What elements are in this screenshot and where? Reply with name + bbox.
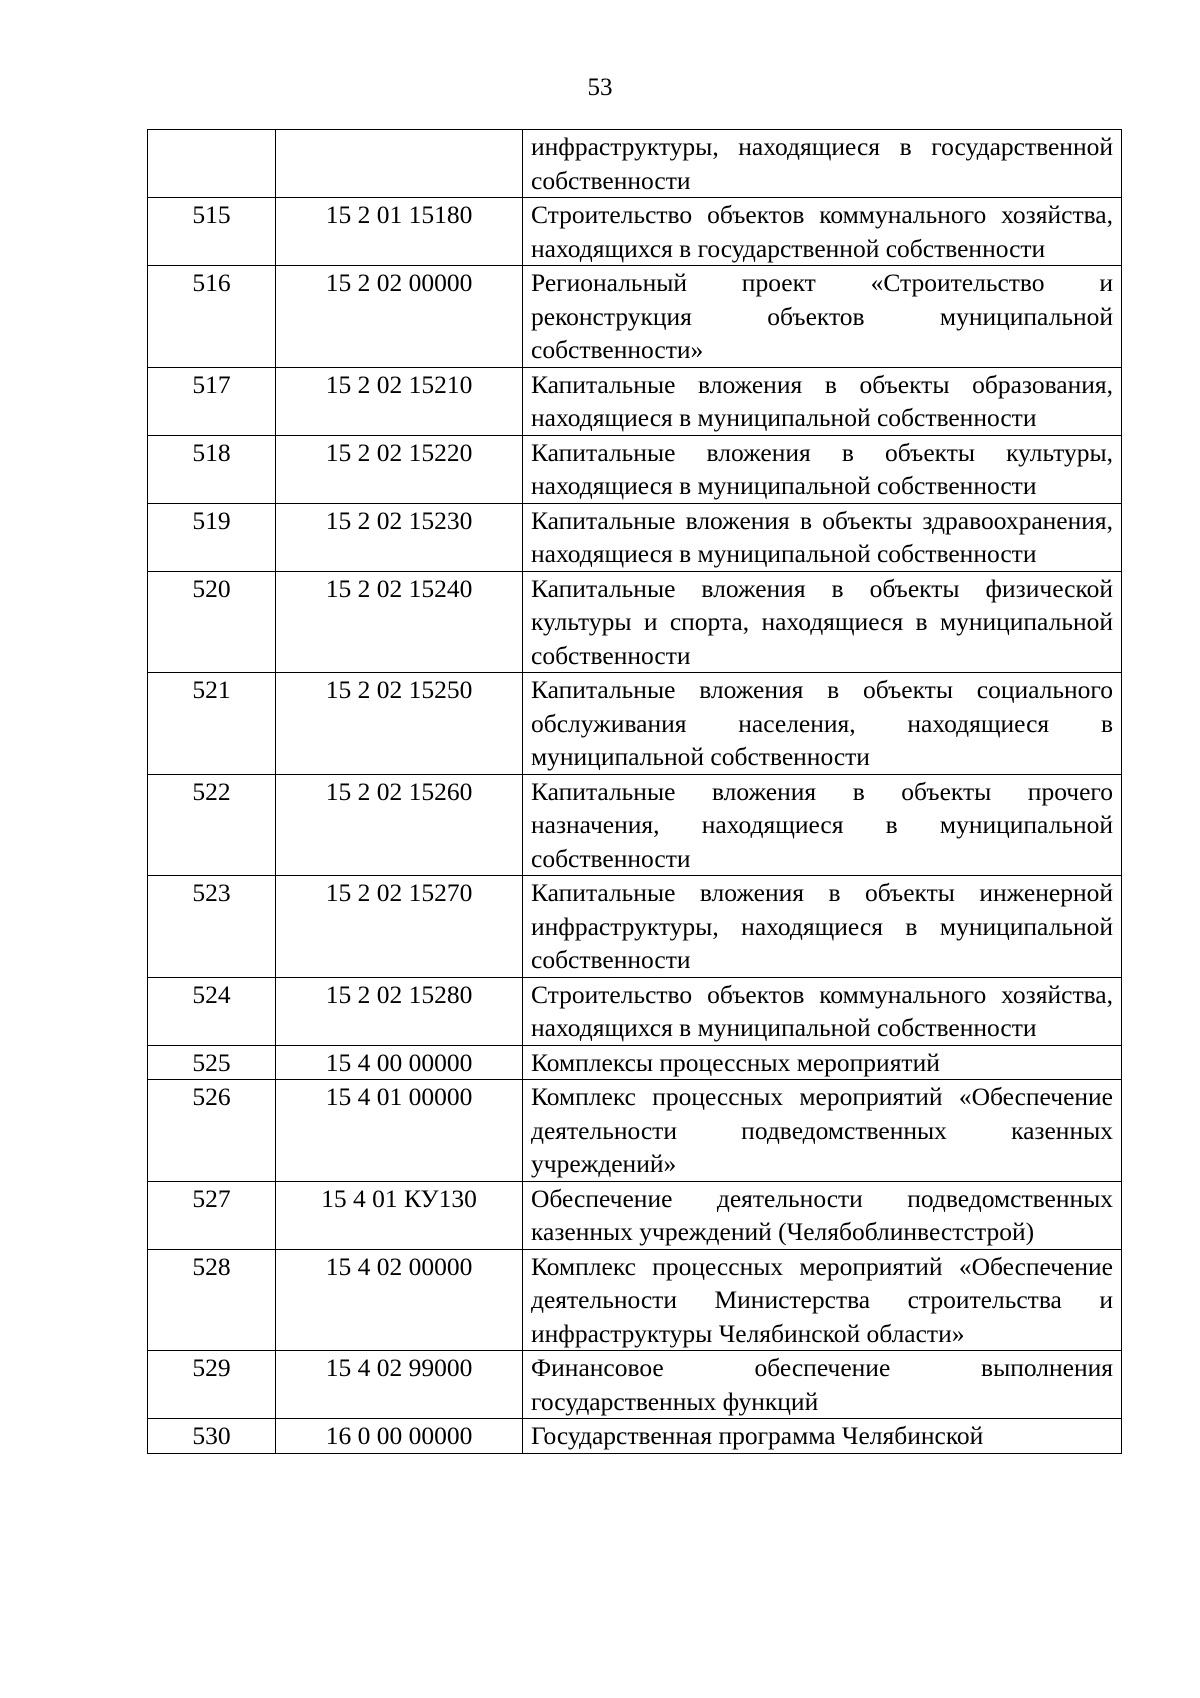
row-code-cell: 15 2 02 15240 bbox=[276, 571, 523, 673]
row-number-cell: 516 bbox=[148, 266, 276, 368]
row-name-cell: Финансовое обеспечение выполнения государственных функций bbox=[523, 1351, 1122, 1419]
row-code-cell bbox=[276, 130, 523, 198]
row-name-cell: Капитальные вложения в объекты социального обслуживания населения, находящиеся в муниципальной собственности bbox=[523, 673, 1122, 775]
table-row bbox=[148, 571, 1122, 673]
row-name-cell: Обеспечение деятельности подведомственных казенных учреждений (Челябоблинвестстрой) bbox=[523, 1181, 1122, 1249]
row-number-cell: 528 bbox=[148, 1249, 276, 1351]
table-row bbox=[148, 1045, 1122, 1080]
table-row bbox=[148, 1080, 1122, 1182]
row-code-cell: 15 2 02 15250 bbox=[276, 673, 523, 775]
row-number-cell: 517 bbox=[148, 367, 276, 435]
row-code-cell: 15 2 02 15210 bbox=[276, 367, 523, 435]
row-code-cell: 15 2 01 15180 bbox=[276, 198, 523, 266]
table-row bbox=[148, 503, 1122, 571]
row-number-cell: 521 bbox=[148, 673, 276, 775]
row-code-cell: 15 2 02 15260 bbox=[276, 774, 523, 876]
table-row bbox=[148, 1419, 1122, 1454]
row-code-cell: 15 2 02 15220 bbox=[276, 435, 523, 503]
row-number-cell: 522 bbox=[148, 774, 276, 876]
row-name-cell: Капитальные вложения в объекты физической культуры и спорта, находящиеся в муниципальной собственности bbox=[523, 571, 1122, 673]
row-code-cell: 15 4 02 00000 bbox=[276, 1249, 523, 1351]
row-code-cell: 15 4 02 99000 bbox=[276, 1351, 523, 1419]
row-name-cell: Строительство объектов коммунального хозяйства, находящихся в государственной собственности bbox=[523, 198, 1122, 266]
row-code-cell: 15 2 02 15280 bbox=[276, 977, 523, 1045]
row-number-cell: 523 bbox=[148, 876, 276, 978]
table-row bbox=[148, 774, 1122, 876]
row-code-cell: 15 2 02 15230 bbox=[276, 503, 523, 571]
row-name-cell: Капитальные вложения в объекты культуры, находящиеся в муниципальной собственности bbox=[523, 435, 1122, 503]
table-row bbox=[148, 977, 1122, 1045]
row-number-cell: 518 bbox=[148, 435, 276, 503]
budget-table bbox=[147, 129, 1122, 1454]
table-row bbox=[148, 435, 1122, 503]
row-code-cell: 15 2 02 00000 bbox=[276, 266, 523, 368]
row-code-cell: 15 4 01 КУ130 bbox=[276, 1181, 523, 1249]
row-name-cell: Комплекс процессных мероприятий «Обеспечение деятельности Министерства строительства и инфраструктуры Челябинской области» bbox=[523, 1249, 1122, 1351]
row-name-cell: Комплекс процессных мероприятий «Обеспечение деятельности подведомственных казенных учреждений» bbox=[523, 1080, 1122, 1182]
row-number-cell: 529 bbox=[148, 1351, 276, 1419]
row-name-cell: Строительство объектов коммунального хозяйства, находящихся в муниципальной собственности bbox=[523, 977, 1122, 1045]
table-row bbox=[148, 367, 1122, 435]
table-row bbox=[148, 130, 1122, 198]
table-row bbox=[148, 198, 1122, 266]
table-row bbox=[148, 1351, 1122, 1419]
row-number-cell: 515 bbox=[148, 198, 276, 266]
row-number-cell: 526 bbox=[148, 1080, 276, 1182]
row-code-cell: 15 2 02 15270 bbox=[276, 876, 523, 978]
row-number-cell: 520 bbox=[148, 571, 276, 673]
row-code-cell: 16 0 00 00000 bbox=[276, 1419, 523, 1454]
row-number-cell: 525 bbox=[148, 1045, 276, 1080]
row-name-cell: Капитальные вложения в объекты образования, находящиеся в муниципальной собственности bbox=[523, 367, 1122, 435]
row-name-cell: Региональный проект «Строительство и реконструкция объектов муниципальной собственности» bbox=[523, 266, 1122, 368]
row-name-cell: Капитальные вложения в объекты прочего назначения, находящиеся в муниципальной собственности bbox=[523, 774, 1122, 876]
row-code-cell: 15 4 01 00000 bbox=[276, 1080, 523, 1182]
row-name-cell: Комплексы процессных мероприятий bbox=[523, 1045, 1122, 1080]
row-name-cell: инфраструктуры, находящиеся в государственной собственности bbox=[523, 130, 1122, 198]
table-body bbox=[148, 130, 1122, 1454]
table-row bbox=[148, 1249, 1122, 1351]
row-code-cell: 15 4 00 00000 bbox=[276, 1045, 523, 1080]
table-row bbox=[148, 266, 1122, 368]
table-row bbox=[148, 1181, 1122, 1249]
row-number-cell: 524 bbox=[148, 977, 276, 1045]
row-number-cell: 527 bbox=[148, 1181, 276, 1249]
row-name-cell: Капитальные вложения в объекты здравоохранения, находящиеся в муниципальной собственности bbox=[523, 503, 1122, 571]
row-name-cell: Капитальные вложения в объекты инженерной инфраструктуры, находящиеся в муниципальной собственности bbox=[523, 876, 1122, 978]
row-number-cell: 530 bbox=[148, 1419, 276, 1454]
table-row bbox=[148, 673, 1122, 775]
row-number-cell bbox=[148, 130, 276, 198]
table-row bbox=[148, 876, 1122, 978]
row-name-cell: Государственная программа Челябинской bbox=[523, 1419, 1122, 1454]
page-number: 53 bbox=[587, 74, 613, 101]
row-number-cell: 519 bbox=[148, 503, 276, 571]
